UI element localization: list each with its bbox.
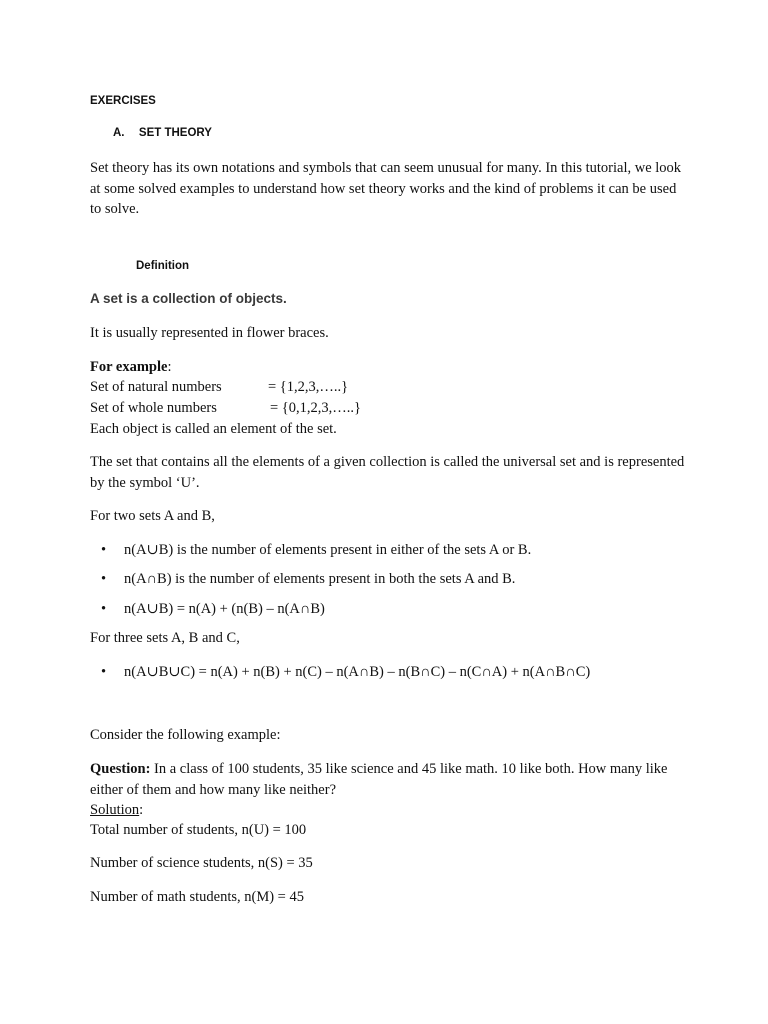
solution-label [90, 800, 143, 821]
definition-heading: Definition [136, 260, 190, 272]
science-students-line: Number of science students, n(S) = 35 [90, 855, 313, 871]
natural-numbers-value: = {1,2,3,…..} [268, 379, 349, 395]
solution-label-underlined: Solution [90, 802, 140, 818]
definition-text: A set is a collection of objects. [90, 291, 287, 306]
example-colon: : [167, 359, 172, 375]
two-sets-line: For two sets A and B, [90, 508, 215, 524]
bullet-text: n(A∪B) is the number of elements present in either of the sets A or B. [124, 542, 532, 558]
natural-numbers-label: Set of natural numbers [90, 379, 222, 395]
element-line: Each object is called an element of the set. [90, 421, 337, 437]
example-label [90, 357, 171, 378]
math-students-line: Number of math students, n(M) = 45 [90, 889, 304, 905]
question-text: In a class of 100 students, 35 like science and 45 like math. 10 like both. How many like either of them and how many like neither? [90, 761, 668, 798]
whole-numbers-label: Set of whole numbers [90, 400, 217, 416]
section-letter: A. [113, 127, 125, 139]
bullet-text: n(A∩B) is the number of elements present in both the sets A and B. [124, 571, 516, 587]
bullet-icon: • [101, 601, 107, 617]
section-title: SET THEORY [138, 127, 212, 139]
exercises-heading: EXERCISES [90, 95, 156, 107]
bullet-icon: • [101, 571, 107, 587]
section-heading [113, 127, 212, 139]
whole-numbers-value: = {0,1,2,3,…..} [270, 400, 361, 416]
consider-line: Consider the following example: [90, 727, 281, 743]
question-paragraph [90, 759, 690, 800]
three-sets-line: For three sets A, B and C, [90, 630, 240, 646]
bullet-icon: • [101, 542, 107, 558]
universal-set-paragraph: The set that contains all the elements of a given collection is called the universal set and is represented by the symbol ‘U’. [90, 454, 685, 491]
question-label: Question: [90, 761, 151, 777]
solution-colon: : [139, 802, 144, 818]
bullet-icon: • [101, 664, 107, 680]
represented-line: It is usually represented in flower braces. [90, 325, 329, 341]
bullet-text: n(A∪B∪C) = n(A) + n(B) + n(C) – n(A∩B) – n(B∩C) – n(C∩A) + n(A∩B∩C) [124, 664, 591, 680]
total-students-line: Total number of students, n(U) = 100 [90, 822, 307, 838]
bullet-text: n(A∪B) = n(A) + (n(B) – n(A∩B) [124, 601, 325, 617]
example-label-bold: For example [90, 359, 168, 375]
intro-paragraph: Set theory has its own notations and symbols that can seem unusual for many. In this tutorial, we look at some solved examples to understand how set theory works and the kind of problems it can be used to solve. [90, 160, 682, 217]
